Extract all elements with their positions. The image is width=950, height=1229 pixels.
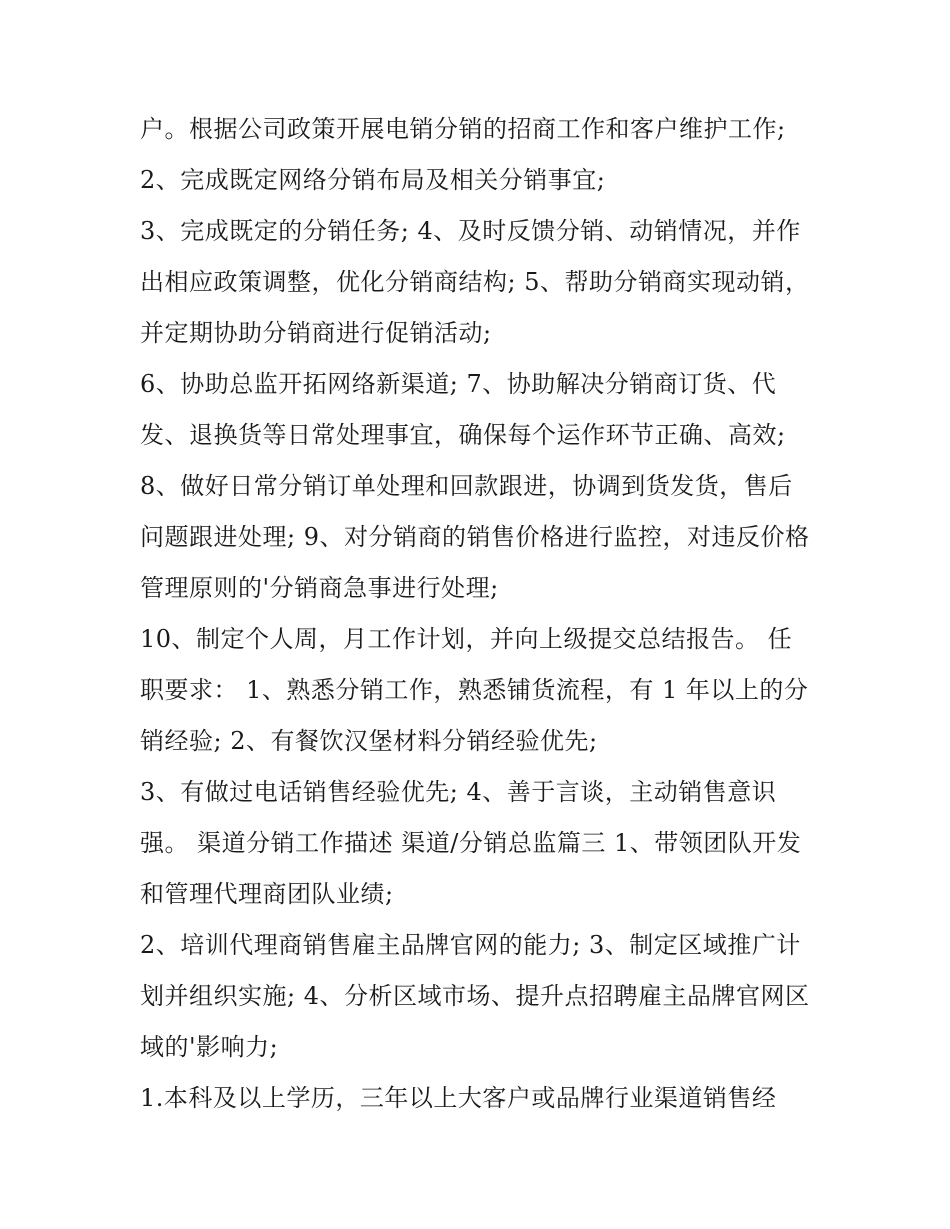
text-line-7: 发、退换货等日常处理事宜，确保每个运作环节正确、高效; — [140, 421, 786, 449]
text-line-18: 划并组织实施; 4、分析区域市场、提升点招聘雇主品牌官网区 — [140, 982, 810, 1010]
text-line-19: 域的'影响力; — [140, 1033, 279, 1061]
text-line-17: 2、培训代理商销售雇主品牌官网的能力; 3、制定区域推广计 — [140, 931, 801, 959]
text-line-20: 1.本科及以上学历，三年以上大客户或品牌行业渠道销售经 — [140, 1084, 777, 1112]
text-line-11: 10、制定个人周，月工作计划，并向上级提交总结报告。 任 — [140, 625, 793, 653]
text-line-3: 3、完成既定的分销任务; 4、及时反馈分销、动销情况，并作 — [140, 217, 801, 245]
text-line-12: 职要求： 1、熟悉分销工作，熟悉铺货流程，有 1 年以上的分 — [140, 676, 809, 704]
body-text — [140, 104, 820, 1124]
text-line-14: 3、有做过电话销售经验优先; 4、善于言谈，主动销售意识 — [140, 778, 777, 806]
text-line-10: 管理原则的'分销商急事进行处理; — [140, 574, 499, 602]
text-line-6: 6、协助总监开拓网络新渠道; 7、协助解决分销商订货、代 — [140, 370, 777, 398]
text-line-13: 销经验; 2、有餐饮汉堡材料分销经验优先; — [140, 727, 598, 755]
text-line-9: 问题跟进处理; 9、对分销商的销售价格进行监控，对违反价格 — [140, 523, 810, 551]
text-line-5: 并定期协助分销商进行促销活动; — [140, 319, 492, 347]
text-line-16: 和管理代理商团队业绩; — [140, 880, 394, 908]
text-line-15: 强。 渠道分销工作描述 渠道/分销总监篇三 1、带领团队开发 — [140, 829, 802, 857]
text-line-2: 2、完成既定网络分销布局及相关分销事宜; — [140, 166, 606, 194]
text-line-8: 8、做好日常分销订单处理和回款跟进，协调到货发货，售后 — [140, 472, 793, 500]
text-line-4: 出相应政策调整，优化分销商结构; 5、帮助分销商实现动销， — [140, 268, 810, 296]
text-line-1: 户。根据公司政策开展电销分销的招商工作和客户维护工作; — [140, 115, 786, 143]
